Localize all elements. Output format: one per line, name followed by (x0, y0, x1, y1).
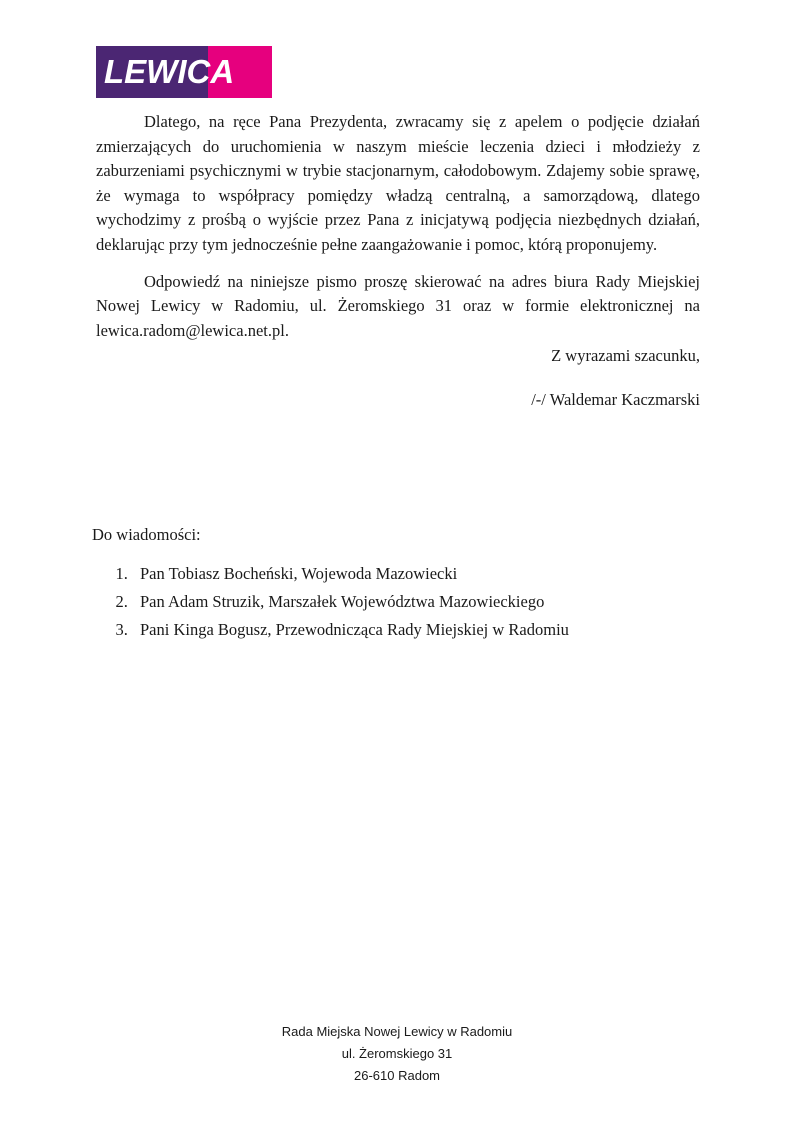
page-footer (0, 1021, 794, 1087)
letter-body (96, 110, 700, 343)
cc-heading: Do wiadomości: (92, 525, 201, 544)
letter-paragraph-2: Odpowiedź na niniejsze pismo proszę skierować na adres biura Rady Miejskiej Nowej Lewicy w Radomiu, ul. Żeromskiego 31 oraz w formie elektronicznej na lewica.radom@lewica.net.pl. (96, 271, 700, 340)
letter-closing-block (96, 344, 700, 412)
cc-list (92, 560, 740, 644)
lewica-logo (96, 46, 272, 98)
footer-line-2: ul. Żeromskiego 31 (341, 1046, 453, 1061)
footer-line-3: 26-610 Radom (354, 1068, 440, 1083)
footer-line-1: Rada Miejska Nowej Lewicy w Radomiu (281, 1024, 513, 1039)
signature-line: /-/ Waldemar Kaczmarski (531, 389, 700, 409)
list-item: 1. Pan Tobiasz Bocheński, Wojewoda Mazowiecki (132, 560, 740, 588)
closing-salutation: Z wyrazami szacunku, (551, 346, 700, 365)
letter-paragraph-1: Dlatego, na ręce Pana Prezydenta, zwracamy się z apelem o podjęcie działań zmierzających do uruchomienia w naszym mieście leczenia dzieci i młodzieży z zaburzeniami psychicznymi w trybie stacjonarnym, całodobowym. Zdajemy sobie sprawę, że wymaga to współpracy pomiędzy władzą centralną, a samorządową, dlatego wychodzimy z prośbą o wyjście przez Pana z inicjatywą podjęcia niezbędnych działań, deklarując przy tym jednocześnie pełne zaangażowanie i pomoc, którą proponujemy. (96, 112, 700, 254)
logo-wordmark: LEWICA (104, 53, 235, 90)
list-item: 3. Pani Kinga Bogusz, Przewodnicząca Rady Miejskiej w Radomiu (132, 616, 740, 644)
list-item: 2. Pan Adam Struzik, Marszałek Województwa Mazowieckiego (132, 588, 740, 616)
